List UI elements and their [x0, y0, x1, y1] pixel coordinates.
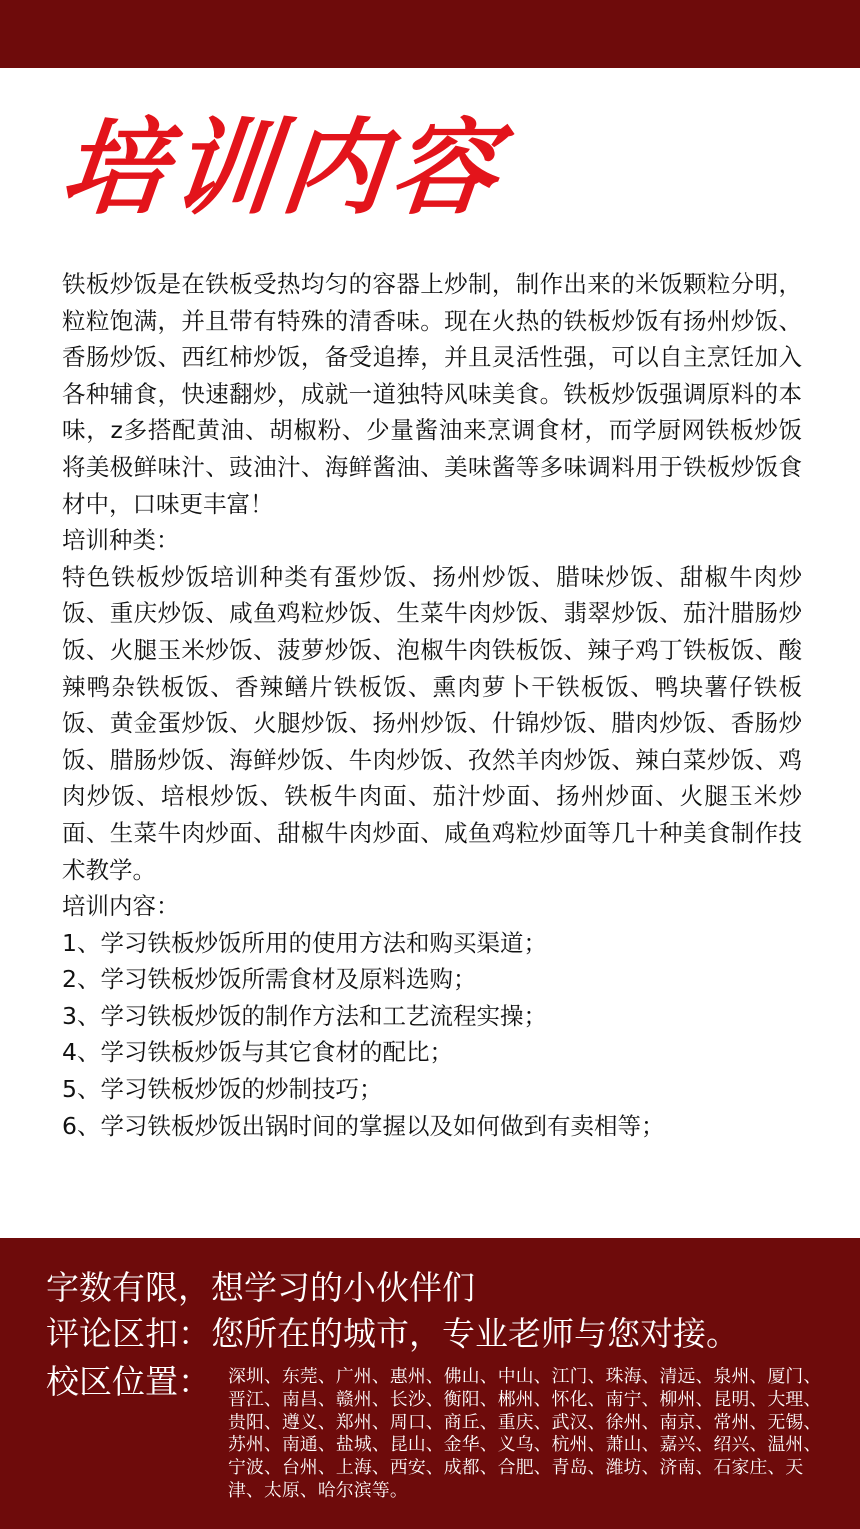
types-heading: 培训种类：: [62, 526, 180, 555]
list-item: 5、学习铁板炒饭的炒制技巧；: [62, 1075, 383, 1104]
article-body: [62, 266, 802, 1144]
types-paragraph: 特色铁板炒饭培训种类有蛋炒饭、扬州炒饭、腊味炒饭、甜椒牛肉炒饭、重庆炒饭、咸鱼鸡粒炒饭、生菜牛肉炒饭、翡翠炒饭、茄汁腊肠炒饭、火腿玉米炒饭、菠萝炒饭、泡椒牛肉铁板饭、辣子鸡丁铁板饭、酸辣鸭杂铁板饭、香辣鳝片铁板饭、熏肉萝卜干铁板饭、鸭块薯仔铁板饭、黄金蛋炒饭、火腿炒饭、扬州炒饭、什锦炒饭、腊肉炒饭、香肠炒饭、腊肠炒饭、海鲜炒饭、牛肉炒饭、孜然羊肉炒饭、辣白菜炒饭、鸡肉炒饭、培根炒饭、铁板牛肉面、茄汁炒面、扬州炒面、火腿玉米炒面、生菜牛肉炒面、甜椒牛肉炒面、咸鱼鸡粒炒面等几十种美食制作技术教学。: [62, 562, 802, 884]
list-item: 6、学习铁板炒饭出锅时间的掌握以及如何做到有卖相等；: [62, 1111, 665, 1140]
intro-paragraph: 铁板炒饭是在铁板受热均匀的容器上炒制，制作出来的米饭颗粒分明，粒粒饱满，并且带有特殊的清香味。现在火热的铁板炒饭有扬州炒饭、香肠炒饭、西红柿炒饭，备受追捧，并且灵活性强，可以自主烹饪加入各种辅食，快速翻炒，成就一道独特风味美食。铁板炒饭强调原料的本味，z多搭配黄油、胡椒粉、少量酱油来烹调食材，而学厨网铁板炒饭将美极鲜味汁、豉油汁、海鲜酱油、美味酱等多味调料用于铁板炒饭食材中，口味更丰富！: [62, 270, 802, 518]
page-title: 培训内容: [55, 107, 509, 229]
list-item: 4、学习铁板炒饭与其它食材的配比；: [62, 1038, 453, 1067]
list-item: 2、学习铁板炒饭所需食材及原料选购；: [62, 965, 477, 994]
content-heading: 培训内容：: [62, 892, 180, 921]
footer-line-1: 字数有限，想学习的小伙伴们: [46, 1268, 475, 1307]
list-item: 1、学习铁板炒饭所用的使用方法和购买渠道；: [62, 928, 547, 957]
list-item: 3、学习铁板炒饭的制作方法和工艺流程实操；: [62, 1001, 547, 1030]
campus-label: 校区位置：: [46, 1362, 211, 1401]
campus-list: 深圳、东莞、广州、惠州、佛山、中山、江门、珠海、清远、泉州、厦门、晋江、南昌、赣州、长沙、衡阳、郴州、怀化、南宁、柳州、昆明、大理、贵阳、遵义、郑州、周口、商丘、重庆、武汉、徐州、南京、常州、无锡、苏州、南通、盐城、昆山、金华、义乌、杭州、萧山、嘉兴、绍兴、温州、宁波、台州、上海、西安、成都、合肥、青岛、潍坊、济南、石家庄、天津、太原、哈尔滨等。: [228, 1366, 822, 1501]
footer-line-2: 评论区扣：您所在的城市，专业老师与您对接。: [46, 1314, 739, 1353]
content-list: [62, 925, 802, 1145]
top-band: [0, 0, 860, 68]
footer-banner: [0, 1238, 860, 1529]
